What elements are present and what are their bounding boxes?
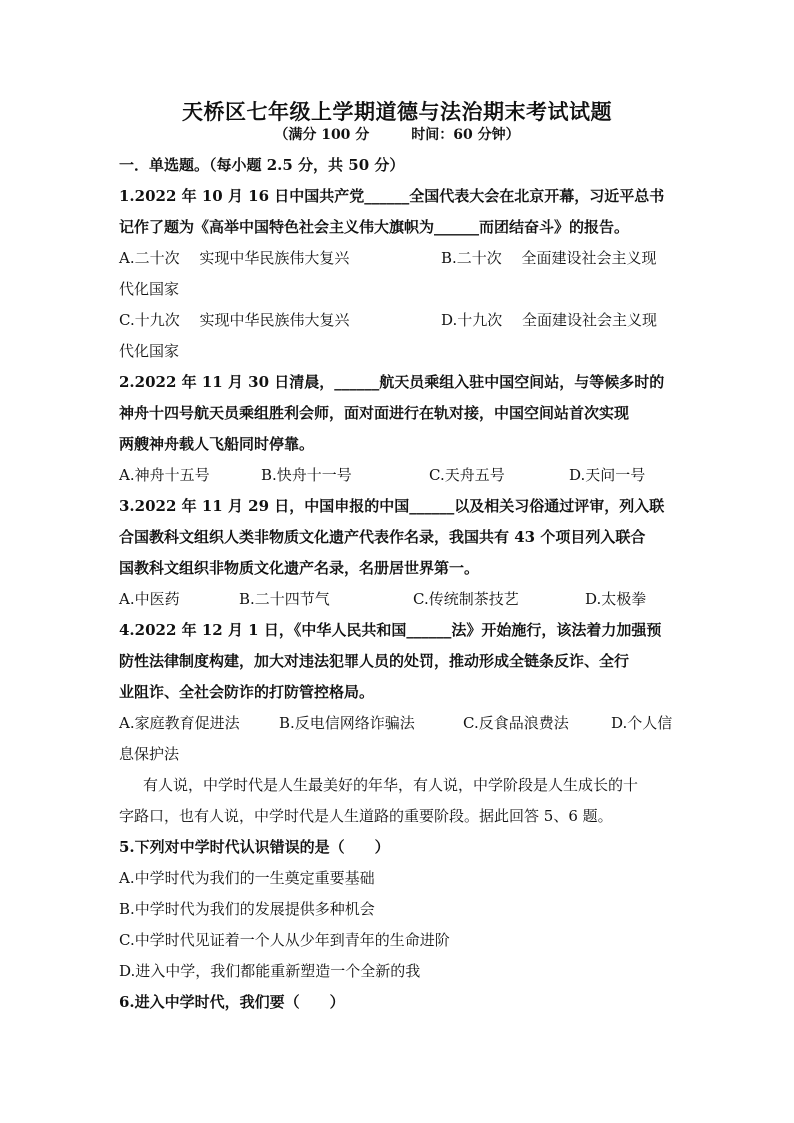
question-1-option-b-cont: 代化国家 bbox=[119, 280, 180, 298]
question-3-option-d: D.太极拳 bbox=[585, 590, 647, 608]
question-3-option-b: B.二十四节气 bbox=[239, 590, 330, 608]
question-2-option-b: B.快舟十一号 bbox=[261, 466, 352, 484]
exam-content bbox=[119, 150, 679, 1018]
question-2-option-d: D.天问一号 bbox=[569, 466, 646, 484]
question-3-line-2: 合国教科文组织人类非物质文化遗产代表作名录，我国共有 43 个项目列入联合 bbox=[119, 528, 646, 546]
question-1-line-2: 记作了题为《高举中国特色社会主义伟大旗帜为______而团结奋斗》的报告。 bbox=[119, 218, 630, 236]
question-5-stem: 5.下列对中学时代认识错误的是（ ） bbox=[119, 838, 390, 856]
passage-line-1: 有人说，中学时代是人生最美好的年华，有人说，中学阶段是人生成长的十 bbox=[143, 776, 639, 794]
question-5-option-a: A.中学时代为我们的一生奠定重要基础 bbox=[119, 869, 375, 887]
exam-title: 天桥区七年级上学期道德与法治期末考试试题 bbox=[182, 99, 612, 124]
question-1-line-1: 1.2022 年 10 月 16 日中国共产党______全国代表大会在北京开幕，习近平总书 bbox=[119, 187, 665, 205]
exam-subtitle: （满分 100 分 时间：60 分钟） bbox=[274, 127, 520, 143]
question-4-line-1: 4.2022 年 12 月 1 日，《中华人民共和国______法》开始施行，该法着力加强预 bbox=[119, 621, 662, 639]
question-4-option-b: B.反电信网络诈骗法 bbox=[279, 714, 415, 732]
question-4-line-3: 业阻诈、全社会防诈的打防管控格局。 bbox=[119, 683, 375, 701]
question-6-stem: 6.进入中学时代，我们要（ ） bbox=[119, 993, 345, 1011]
question-1-option-d-cont: 代化国家 bbox=[119, 342, 180, 360]
question-4-option-c: C.反食品浪费法 bbox=[463, 714, 569, 732]
question-1-option-b: B.二十次 全面建设社会主义现 bbox=[441, 249, 657, 267]
question-5-option-b: B.中学时代为我们的发展提供多种机会 bbox=[119, 900, 375, 918]
question-1-options-ab bbox=[119, 243, 679, 274]
question-4-option-a: A.家庭教育促进法 bbox=[119, 714, 240, 732]
section-heading: 一．单选题。（每小题 2.5 分，共 50 分） bbox=[119, 156, 405, 174]
passage-line-2: 字路口，也有人说，中学时代是人生道路的重要阶段。据此回答 5、6 题。 bbox=[119, 807, 613, 825]
question-2-line-2: 神舟十四号航天员乘组胜利会师，面对面进行在轨对接，中国空间站首次实现 bbox=[119, 404, 630, 422]
question-2-option-a: A.神舟十五号 bbox=[119, 466, 210, 484]
question-3-line-1: 3.2022 年 11 月 29 日，中国申报的中国______以及相关习俗通过评审，列入联 bbox=[119, 497, 665, 515]
question-1-option-c: C.十九次 实现中华民族伟大复兴 bbox=[119, 311, 350, 329]
question-5-option-c: C.中学时代见证着一个人从少年到青年的生命进阶 bbox=[119, 931, 450, 949]
question-4-options bbox=[119, 708, 679, 739]
question-3-option-c: C.传统制茶技艺 bbox=[413, 590, 519, 608]
question-3-options bbox=[119, 584, 679, 615]
question-2-options bbox=[119, 460, 679, 491]
question-3-option-a: A.中医药 bbox=[119, 590, 180, 608]
question-2-line-1: 2.2022 年 11 月 30 日清晨，______航天员乘组入驻中国空间站，与等候多时的 bbox=[119, 373, 665, 391]
question-2-line-3: 两艘神舟载人飞船同时停靠。 bbox=[119, 435, 315, 453]
question-1-option-d: D.十九次 全面建设社会主义现 bbox=[441, 311, 658, 329]
question-1-options-cd bbox=[119, 305, 679, 336]
question-3-line-3: 国教科文组织非物质文化遗产名录，名册居世界第一。 bbox=[119, 559, 480, 577]
question-4-option-d: D.个人信 bbox=[611, 714, 673, 732]
question-4-line-2: 防性法律制度构建，加大对违法犯罪人员的处罚，推动形成全链条反诈、全行 bbox=[119, 652, 630, 670]
question-5-option-d: D.进入中学，我们都能重新塑造一个全新的我 bbox=[119, 962, 421, 980]
question-1-option-a: A.二十次 实现中华民族伟大复兴 bbox=[119, 249, 350, 267]
question-4-option-d-cont: 息保护法 bbox=[119, 745, 180, 763]
question-2-option-c: C.天舟五号 bbox=[429, 466, 505, 484]
